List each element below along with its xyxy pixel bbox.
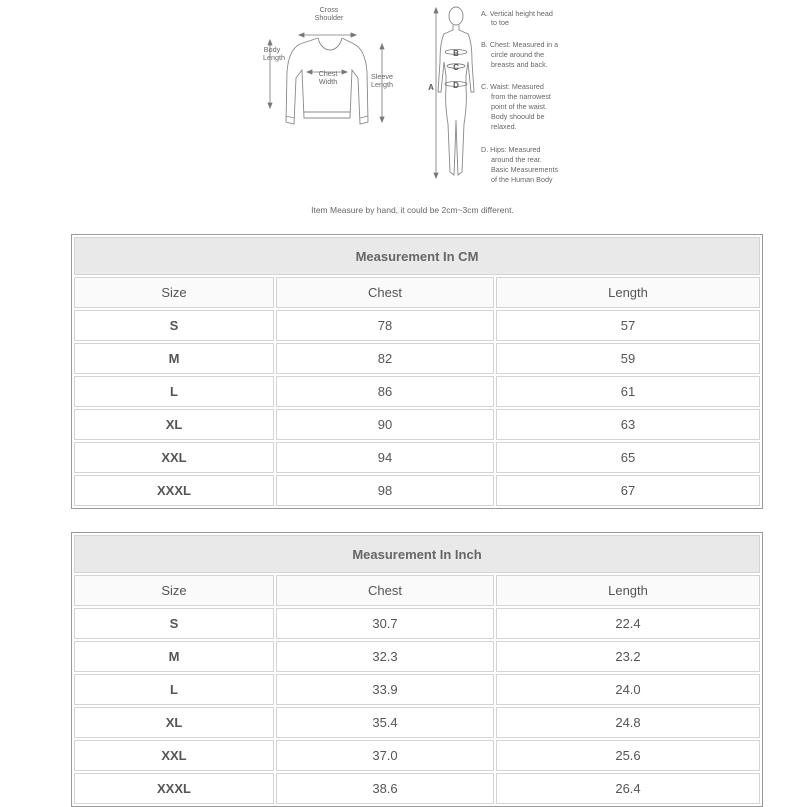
length-cell: 67 (496, 475, 760, 506)
chest-cell: 90 (276, 409, 494, 440)
size-table-inch (71, 532, 763, 807)
size-cell: M (74, 343, 274, 374)
label-cross: Cross (319, 5, 339, 14)
length-cell: 61 (496, 376, 760, 407)
column-header-length: Length (496, 575, 760, 606)
table-row (74, 608, 760, 639)
size-cell: XXL (74, 740, 274, 771)
column-header-size: Size (74, 575, 274, 606)
size-cell: L (74, 674, 274, 705)
marker-b: B (453, 49, 459, 58)
chest-cell: 37.0 (276, 740, 494, 771)
marker-d: D (453, 81, 459, 90)
chest-cell: 30.7 (276, 608, 494, 639)
size-cell: S (74, 310, 274, 341)
body-measure-lines (434, 8, 467, 178)
chest-cell: 33.9 (276, 674, 494, 705)
table-row (74, 773, 760, 804)
size-cell: S (74, 608, 274, 639)
measurement-note: Item Measure by hand, it could be 2cm~3cm different. (311, 205, 514, 215)
body-markers (428, 49, 459, 92)
size-cell: XL (74, 409, 274, 440)
label-shoulder: Shoulder (314, 13, 344, 22)
size-cell: XL (74, 707, 274, 738)
label-body: Body (263, 45, 281, 54)
legend-c-line-1: C. Waist: Measured (481, 82, 544, 91)
legend-a-line-1: A. Vertical height head (481, 9, 553, 18)
table-header-row (74, 575, 760, 606)
legend-c-line-3: point of the waist. (491, 102, 547, 111)
table-row (74, 674, 760, 705)
table-header-row (74, 277, 760, 308)
length-cell: 23.2 (496, 641, 760, 672)
marker-a: A (428, 83, 434, 92)
length-cell: 26.4 (496, 773, 760, 804)
legend-b-line-1: B. Chest: Measured in a (481, 40, 559, 49)
size-cell: XXL (74, 442, 274, 473)
legend-d-line-1: D. Hips: Measured (481, 145, 541, 154)
length-cell: 57 (496, 310, 760, 341)
label-width: Width (318, 77, 338, 86)
column-header-size: Size (74, 277, 274, 308)
chest-cell: 38.6 (276, 773, 494, 804)
table-row (74, 740, 760, 771)
label-sleeve-length: Length (371, 80, 393, 89)
legend-c-line-5: relaxed. (491, 122, 517, 131)
table-row (74, 409, 760, 440)
length-cell: 59 (496, 343, 760, 374)
length-cell: 63 (496, 409, 760, 440)
size-cell: L (74, 376, 274, 407)
legend-b-line-3: breasts and back. (491, 60, 548, 69)
table-title: Measurement In Inch (74, 535, 760, 573)
legend-b-line-2: circle around the (491, 50, 545, 59)
size-table-cm (71, 234, 763, 509)
label-chest: Chest (318, 69, 338, 78)
column-header-chest: Chest (276, 575, 494, 606)
chest-cell: 86 (276, 376, 494, 407)
marker-c: C (453, 63, 459, 72)
chest-cell: 98 (276, 475, 494, 506)
legend-d-line-2: around the rear. (491, 155, 542, 164)
table-row (74, 343, 760, 374)
table-row (74, 475, 760, 506)
legend-a-line-2: to toe (491, 18, 509, 27)
legend-c-line-2: from the narrowest (491, 92, 551, 101)
label-sleeve: Sleeve (371, 72, 393, 81)
table-row (74, 376, 760, 407)
size-cell: XXXL (74, 475, 274, 506)
chest-cell: 94 (276, 442, 494, 473)
size-cell: XXXL (74, 773, 274, 804)
length-cell: 65 (496, 442, 760, 473)
legend-d-line-4: of the Human Body (491, 175, 553, 184)
chest-cell: 35.4 (276, 707, 494, 738)
size-cell: M (74, 641, 274, 672)
measurement-diagram (0, 0, 800, 225)
table-row (74, 442, 760, 473)
length-cell: 24.0 (496, 674, 760, 705)
chest-cell: 82 (276, 343, 494, 374)
chest-cell: 78 (276, 310, 494, 341)
table-row (74, 641, 760, 672)
label-body-length: Length (263, 53, 285, 62)
measurement-legend (481, 9, 559, 184)
body-illustration (438, 7, 474, 175)
column-header-chest: Chest (276, 277, 494, 308)
table-row (74, 310, 760, 341)
table-title: Measurement In CM (74, 237, 760, 275)
sweater-labels (263, 5, 393, 89)
length-cell: 22.4 (496, 608, 760, 639)
column-header-length: Length (496, 277, 760, 308)
length-cell: 25.6 (496, 740, 760, 771)
length-cell: 24.8 (496, 707, 760, 738)
chest-cell: 32.3 (276, 641, 494, 672)
table-row (74, 707, 760, 738)
legend-c-line-4: Body shoould be (491, 112, 545, 121)
legend-d-line-3: Basic Measurements (491, 165, 559, 174)
